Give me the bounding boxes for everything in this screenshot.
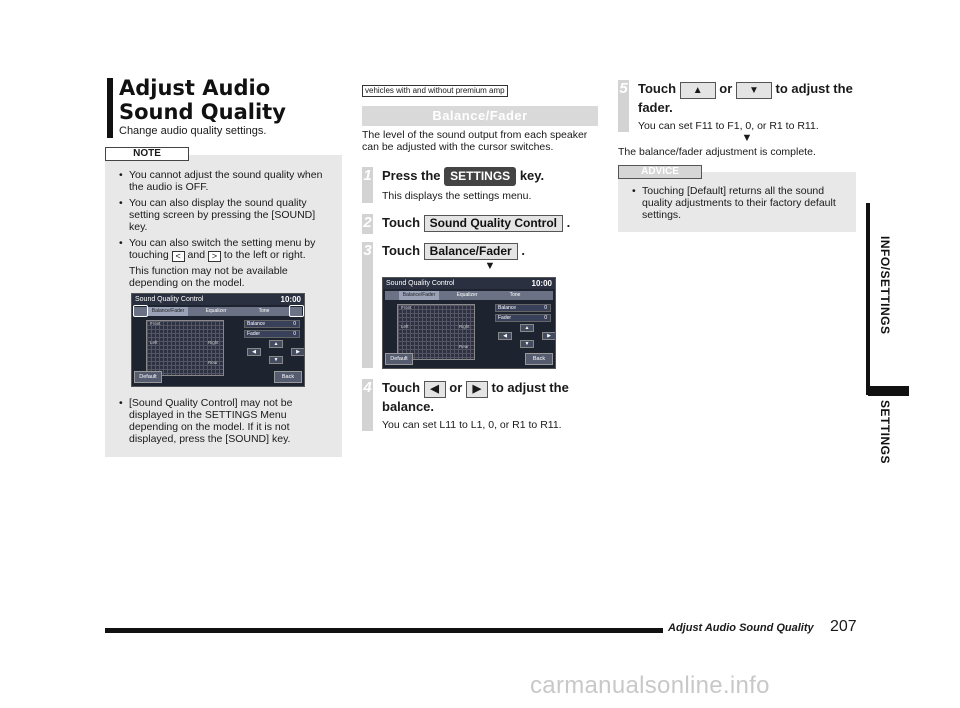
step-text: . xyxy=(521,243,525,258)
note-text: This function may not be available depending on the model. xyxy=(129,265,288,289)
note-section xyxy=(105,148,342,457)
back-button: Back xyxy=(525,353,553,365)
balance-value: 0 xyxy=(544,305,547,311)
screenshot-with-arrows xyxy=(131,293,305,387)
balance-value: 0 xyxy=(293,321,296,327)
step-number: 2 xyxy=(362,214,373,234)
screenshot xyxy=(382,277,556,369)
left-column xyxy=(105,76,342,457)
advice-bullet: • Touching [Default] returns all the sound quality adjustments to their factory default settings. xyxy=(626,185,848,221)
note-bullet xyxy=(113,237,334,289)
rear-label: Rear xyxy=(208,360,218,365)
screen-title: Sound Quality Control xyxy=(383,278,555,289)
screen-tab: Equalizer xyxy=(456,292,478,298)
step-title xyxy=(382,379,598,415)
balance-label: Balance xyxy=(498,305,517,311)
title-bar xyxy=(107,78,113,138)
screen-tab: Tone xyxy=(509,292,521,298)
step-text: . xyxy=(566,215,571,230)
fader-row xyxy=(495,314,551,322)
balance-grid xyxy=(146,320,224,376)
fader-label: Fader xyxy=(247,331,261,337)
right-chevron-icon: > xyxy=(208,251,221,262)
step-desc: This displays the settings menu. xyxy=(382,190,532,202)
balance-row xyxy=(244,320,300,328)
step-number: 3 xyxy=(362,242,373,368)
note-bullet: • [Sound Quality Control] may not be displayed in the SETTINGS Menu depending on the model. If it is not displayed, press the [SOUND] key. xyxy=(113,397,334,445)
left-chevron-icon: < xyxy=(172,251,185,262)
front-label: Front xyxy=(150,321,161,326)
screen-tabs xyxy=(134,307,302,316)
note-text: and xyxy=(187,249,206,261)
side-tab-info-settings: INFO/SETTINGS xyxy=(878,236,892,335)
page-subtitle: Change audio quality settings. xyxy=(119,125,267,137)
fader-row xyxy=(244,330,300,338)
step-number: 4 xyxy=(362,379,373,431)
up-arrow-icon: ▲ xyxy=(269,340,283,348)
screen-tabs xyxy=(385,291,553,300)
sound-quality-control-key: Sound Quality Control xyxy=(424,215,563,232)
down-arrow-icon: ▼ xyxy=(520,340,534,348)
step-2 xyxy=(362,214,598,232)
fader-value: 0 xyxy=(544,315,547,321)
highlight-left-arrow xyxy=(133,305,148,317)
step-text: to adjust the balance. xyxy=(382,380,569,414)
advice-label: ADVICE xyxy=(618,165,702,179)
default-button: Default xyxy=(385,353,413,365)
right-arrow-key-icon: ▶ xyxy=(466,381,488,398)
step-title xyxy=(382,214,598,232)
right-label: Right xyxy=(208,340,219,345)
settings-key: SETTINGS xyxy=(444,167,516,186)
step-5 xyxy=(618,80,856,132)
down-arrow-key-icon: ▼ xyxy=(736,82,772,99)
step-number: 1 xyxy=(362,167,373,203)
fader-value: 0 xyxy=(293,331,296,337)
step-text: or xyxy=(449,380,463,395)
left-label: Left xyxy=(150,340,158,345)
side-tab-marker xyxy=(868,386,909,396)
step-text: Touch xyxy=(382,243,421,258)
step-text: to adjust the fader. xyxy=(638,81,853,115)
note-bullet: • You cannot adjust the sound quality when the audio is OFF. xyxy=(113,169,334,193)
screen-tab: Balance/Fader xyxy=(148,307,188,316)
right-arrow-icon: ▶ xyxy=(291,348,305,356)
section-heading: Balance/Fader xyxy=(362,106,598,126)
fader-label: Fader xyxy=(498,315,512,321)
balance-label: Balance xyxy=(247,321,266,327)
note-bullet: • You can also display the sound quality setting screen by pressing the [SOUND] key. xyxy=(113,197,334,233)
highlight-right-arrow xyxy=(289,305,304,317)
down-triangle-icon: ▼ xyxy=(741,132,753,144)
title-block xyxy=(107,76,342,137)
step-desc: You can set F11 to F1, 0, or R1 to R11. xyxy=(638,120,819,132)
step-text: Touch xyxy=(638,81,677,96)
step-4 xyxy=(362,379,598,431)
intro-text: The level of the sound output from each speaker can be adjusted with the cursor switches. xyxy=(362,129,588,153)
right-label: Right xyxy=(459,324,470,329)
balance-row xyxy=(495,304,551,312)
advice-box xyxy=(618,172,856,232)
down-arrow-icon: ▼ xyxy=(269,356,283,364)
left-label: Left xyxy=(401,324,409,329)
left-arrow-icon: ◀ xyxy=(498,332,512,340)
step-title xyxy=(382,242,598,260)
down-triangle-icon: ▼ xyxy=(484,260,496,272)
side-tab-line xyxy=(866,203,870,395)
right-column xyxy=(618,80,856,232)
rear-label: Rear xyxy=(459,344,469,349)
complete-text: The balance/fader adjustment is complete. xyxy=(618,146,816,158)
screen-tab: Tone xyxy=(258,308,270,314)
step-text: Press the xyxy=(382,168,441,183)
balance-grid xyxy=(397,304,475,360)
note-box xyxy=(105,155,342,457)
default-button: Default xyxy=(134,371,162,383)
screen-time: 10:00 xyxy=(280,295,301,304)
screen-title: Sound Quality Control xyxy=(132,294,304,305)
side-tab-settings: SETTINGS xyxy=(878,400,892,465)
left-arrow-icon: ◀ xyxy=(247,348,261,356)
advice-section xyxy=(618,166,856,232)
page-number: 207 xyxy=(830,618,857,635)
step-title xyxy=(382,167,598,186)
screen-tab: Equalizer xyxy=(205,308,227,314)
up-arrow-icon: ▲ xyxy=(520,324,534,332)
vehicle-tag: vehicles with and without premium amp xyxy=(362,85,508,97)
step-1 xyxy=(362,167,598,202)
back-button: Back xyxy=(274,371,302,383)
step-number: 5 xyxy=(618,80,629,132)
note-text: You can also switch the setting menu by touching xyxy=(129,237,316,261)
step-text: key. xyxy=(519,168,545,183)
balance-fader-key: Balance/Fader xyxy=(424,243,518,260)
step-text: or xyxy=(719,81,733,96)
watermark: carmanualsonline.info xyxy=(530,672,770,699)
footer-rule xyxy=(105,628,663,633)
middle-column xyxy=(362,80,598,431)
step-3 xyxy=(362,242,598,369)
screen-time: 10:00 xyxy=(531,279,552,288)
step-text: Touch xyxy=(382,215,421,230)
left-arrow-key-icon: ◀ xyxy=(424,381,446,398)
note-text: to the left or right. xyxy=(223,249,306,261)
step-desc: You can set L11 to L1, 0, or R1 to R11. xyxy=(382,419,562,431)
note-label: NOTE xyxy=(105,147,189,161)
step-text: Touch xyxy=(382,380,421,395)
up-arrow-key-icon: ▲ xyxy=(680,82,716,99)
step-title xyxy=(638,80,856,116)
front-label: Front xyxy=(401,305,412,310)
footer-title: Adjust Audio Sound Quality xyxy=(668,622,814,634)
right-arrow-icon: ▶ xyxy=(542,332,556,340)
page-title: Adjust Audio Sound Quality xyxy=(119,76,286,124)
screen-tab: Balance/Fader xyxy=(399,291,439,300)
